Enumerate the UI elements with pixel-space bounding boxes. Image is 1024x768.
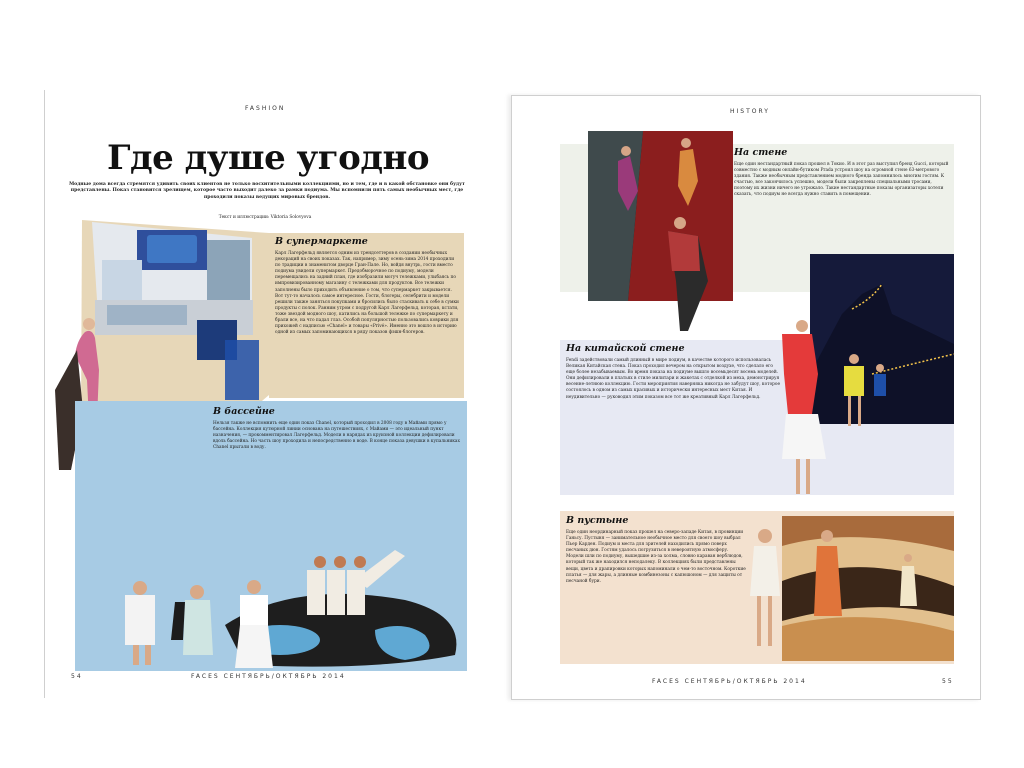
folio-number: 54 xyxy=(71,673,83,680)
great-wall-heading: На китайской стене xyxy=(566,343,685,354)
supermarket-heading: В супермаркете xyxy=(275,236,368,247)
desert-body: Еще один неординарный показ прошел на северо-западе Китая, в провинции Ганьсу. Пустыня — занимательное необычное место для своего шоу выбрал Пьер Карден. Подиум и места для зрителей находились прямо поверх песчаных дюн. Гостям удалось погрузиться в невероятную атмосферу. Модели шли по подиуму, вышедшие из-за холма, словно караван верблюдов, который так же находился неподалеку. В коллекциях были представлены вещи, цвета и драпировки которых напоминали о чем-то восточном. Короткие платья — для жары, а длинные комбинезоны с капюшоном — для защиты от песчаной бури. xyxy=(566,530,746,584)
wall-illustration xyxy=(588,131,738,341)
desert-heading: В пустыне xyxy=(566,515,629,526)
desert-text-block xyxy=(566,515,746,585)
wall-body: Еще один нестандартный показ прошел в Токио. И в этот раз выступил бренд Gucci, который совместно с модным онлайн-бутиком Prada устроил шоу на огромной стене 63-метрового здания. Также необычным представлением модного бренда запомнилось многим гостям. К счастью, все закончилось успешно, модели были закреплены специальными тросами, поэтому их жизни ничего не угрожало. Такие нестандартные показы организаторы хотели сказать, что подиум не всегда нужно ставить в помещении. xyxy=(734,162,949,198)
supermarket-text-block xyxy=(275,236,459,336)
supermarket-body: Карл Лагерфельд является одним из трендсеттеров в создании необычных декораций на своих показах. Так, например, зиму осень-зима 2014 проходили по традиции в знаменитом дворце Гран-Пале. Но, войдя внутрь, гости вместо подиума увидели супермаркет. Предобморочное по подиуму, модели перемещались на задний план, где изобразили могуч тележками, улыбаясь по импровизированному магазину с тележками для продуктов. Все тележки заполнены было приходить объявление о том, что супермаркет закрывается. Вот тут-то началось самое интересное. Гости, блогеры, селебрити и модели решили также заняться покупками и бросились было стаскивать к себе в сумки продукты с полок. Ранним утром с подругой Карл Лагерфельд, которая, кстати, тоже звездой модного шоу, катились на большой тележке по супермаркету и брали все, на что падал глаз. Особой популярностью пользовались коврики для прихожей с надписью «Chanel» и товары «Privé». Именно это вошло в историю одной из самых запоминающихся в ряду показов фэшн-блогеров. xyxy=(275,251,459,336)
pool-illustration xyxy=(75,490,470,671)
wall-heading: На стене xyxy=(734,147,788,158)
great-wall-text-block xyxy=(566,343,781,401)
folio-text: FACES СЕНТЯБРЬ/ОКТЯБРЬ 2014 xyxy=(652,678,807,685)
folio-text: FACES СЕНТЯБРЬ/ОКТЯБРЬ 2014 xyxy=(191,673,346,680)
page-title: Где душе угодно xyxy=(107,138,430,178)
left-page xyxy=(44,90,487,698)
credit-line: Текст и иллюстрации: Viktoria Solovyova xyxy=(218,215,312,220)
wall-text-block xyxy=(734,147,950,199)
folio-number: 55 xyxy=(942,678,954,685)
right-page xyxy=(511,95,981,700)
section-label: HISTORY xyxy=(730,108,770,115)
lead-paragraph: Модные дома всегда стремятся удивить своих клиентов не только восхитительными коллекциями, но и тем, где и в какой обстановке они будут представлены. Показ становится зрелищем, которое часто выходит далеко за рамки подиума. Мы вспомнили пять самых необычных мест, где проходили показы ведущих мировых брендов. xyxy=(69,182,465,200)
pool-text-block xyxy=(213,406,463,451)
pool-heading: В бассейне xyxy=(213,406,275,417)
pool-body: Нельзя также не вспомнить еще один показ Chanel, который проходил в 2008 году в Майами прямо у бассейна. Коллекция кутюрной линии основана на путешествиях, с Майами — это идеальный пункт назначения, — прокомментировал Лагерфельд. Модели в нарядах из круизной коллекции дефилировали вдоль бассейна. Но часть шоу проходила и непосредственно в воде. В конце показа девушки в купальниках Chanel прыгали в воду. xyxy=(213,421,460,451)
great-wall-body: Fendi задействовали самый длинный в мире подиум, в качестве которого использовалась Великая Китайская стена. Показ проходил вечером на открытом воздухе, что сделало его еще более незабываемым. Во время показа на подиуме вышло восемьдесят восемь моделей. Они дефилировали в платьях в стиле милитари и жакетах с отделкой из меха, демонстрируя весенне-летнюю коллекцию. Гости мероприятия наверняка никогда не забудут шоу, которое состоялось в одном из самых красивых и исторически интересных мест Китая. И неудивительно — руководил этим показом все тот же креативный Карл Лагерфельд. xyxy=(566,358,781,400)
section-label: FASHION xyxy=(245,105,286,112)
desert-illustration xyxy=(742,506,954,664)
great-wall-illustration xyxy=(782,254,954,499)
